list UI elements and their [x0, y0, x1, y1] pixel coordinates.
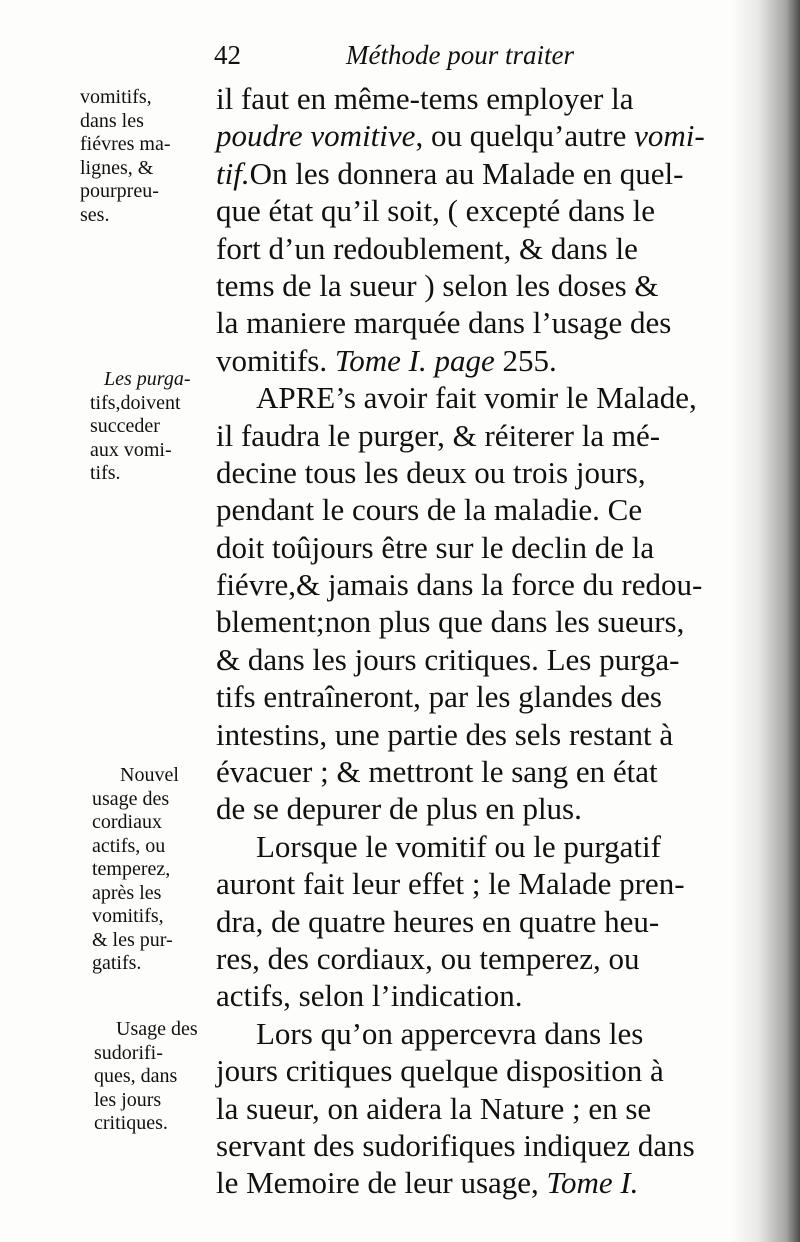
text-line: actifs, selon l’indication. — [216, 978, 523, 1014]
margin-note-line: sudorifi- — [94, 1041, 163, 1064]
text-line: & dans les jours critiques. Les purga- — [216, 641, 680, 677]
italic-term: tif. — [216, 155, 250, 191]
body-text — [216, 80, 761, 1202]
margin-note-line: après les — [92, 881, 162, 904]
citation: Tome I. — [546, 1165, 639, 1201]
text-line: de se depurer de plus en plus. — [216, 791, 582, 827]
text-line: auront fait leur effet ; le Malade pren- — [216, 866, 685, 902]
text-line — [216, 342, 761, 379]
margin-note-line: vomitifs, — [92, 905, 164, 927]
margin-note-line: tifs,doivent — [90, 391, 181, 414]
text-segment: , ou quelqu’autre — [415, 118, 635, 154]
margin-note-line: Les purga- — [104, 368, 191, 390]
margin-note-line: aux vomi- — [90, 438, 172, 461]
text-segment: On les donnera au Malade en quel- — [249, 155, 684, 191]
text-line: dra, de quatre heures en quatre heu- — [216, 903, 660, 939]
paragraph-start: Lors qu’on appercevra dans les — [256, 1015, 644, 1051]
margin-note-line: succeder — [90, 415, 160, 437]
margin-note-line: Usage des — [116, 1018, 198, 1040]
margin-note-line: tifs. — [90, 462, 121, 484]
margin-note-line: dans les — [80, 109, 144, 132]
text-line: tifs entraîneront, par les glandes des — [216, 679, 662, 715]
page-number: 42 — [214, 40, 241, 70]
text-line: fort d’un redoublement, & dans le — [216, 230, 638, 266]
margin-note-purgatifs — [90, 368, 190, 486]
margin-note-line: vomitifs, — [80, 86, 152, 108]
text-line — [216, 1164, 761, 1201]
text-line — [216, 155, 761, 192]
text-line: que état qu’il soit, ( excepté dans le — [216, 193, 656, 229]
margin-note-sudorifiques — [94, 1018, 198, 1136]
text-segment: le Memoire de leur usage, — [216, 1165, 547, 1201]
text-line: blement;non plus que dans les sueurs, — [216, 604, 685, 640]
paragraph-start: APRE’s avoir fait vomir le Malade, — [256, 380, 697, 416]
margin-note-line: critiques. — [94, 1112, 168, 1134]
text-line: servant des sudorifiques indiquez dans — [216, 1127, 695, 1163]
text-line: intestins, une partie des sels restant à — [216, 716, 674, 752]
margin-note-line: lignes, & — [80, 156, 154, 179]
margin-note-vomitifs — [80, 86, 171, 227]
margin-note-line: Nouvel — [120, 764, 179, 786]
margin-note-line: cordiaux — [92, 811, 162, 833]
margin-note-line: gatifs. — [92, 952, 142, 974]
page-header — [214, 40, 634, 74]
text-line: il faut en même-tems employer la — [216, 81, 634, 116]
margin-note-line: fiévres ma- — [80, 133, 171, 155]
margin-note-cordiaux — [92, 764, 179, 976]
margin-note-line: usage des — [92, 787, 170, 810]
text-line — [216, 117, 761, 154]
citation: Tome I. page — [334, 342, 495, 378]
text-line: tems de la sueur ) selon les doses & — [216, 267, 659, 303]
text-line: res, des cordiaux, ou temperez, ou — [216, 940, 640, 976]
margin-note-line: pourpreu- — [80, 180, 159, 202]
margin-note-line: & les pur- — [92, 928, 173, 951]
margin-note-line: les jours — [94, 1088, 162, 1111]
text-line: la sueur, on aidera la Nature ; en se — [216, 1090, 652, 1126]
italic-term: vomi- — [634, 118, 705, 154]
text-line: il faudra le purger, & réiterer la mé- — [216, 417, 661, 453]
margin-note-line: ses. — [80, 203, 110, 226]
text-line: jours critiques quelque disposition à — [216, 1053, 664, 1089]
running-head: Méthode pour traiter — [346, 40, 574, 70]
margin-note-line: ques, dans — [94, 1065, 178, 1087]
text-line: la maniere marquée dans l’usage des — [216, 305, 672, 341]
paragraph-start: Lorsque le vomitif ou le purgatif — [256, 828, 661, 864]
italic-term: poudre vomitive — [216, 118, 416, 154]
text-line: fiévre,& jamais dans la force du redou- — [216, 567, 703, 603]
margin-note-line: temperez, — [92, 858, 171, 880]
margin-note-line: actifs, ou — [92, 834, 166, 857]
text-line: doit toûjours être sur le declin de la — [216, 529, 655, 565]
text-segment: vomitifs. — [216, 342, 335, 378]
text-line: évacuer ; & mettront le sang en état — [216, 754, 658, 790]
text-segment: 255. — [494, 342, 557, 378]
text-line: pendant le cours de la maladie. Ce — [216, 492, 643, 528]
text-line: decine tous les deux ou trois jours, — [216, 454, 646, 490]
